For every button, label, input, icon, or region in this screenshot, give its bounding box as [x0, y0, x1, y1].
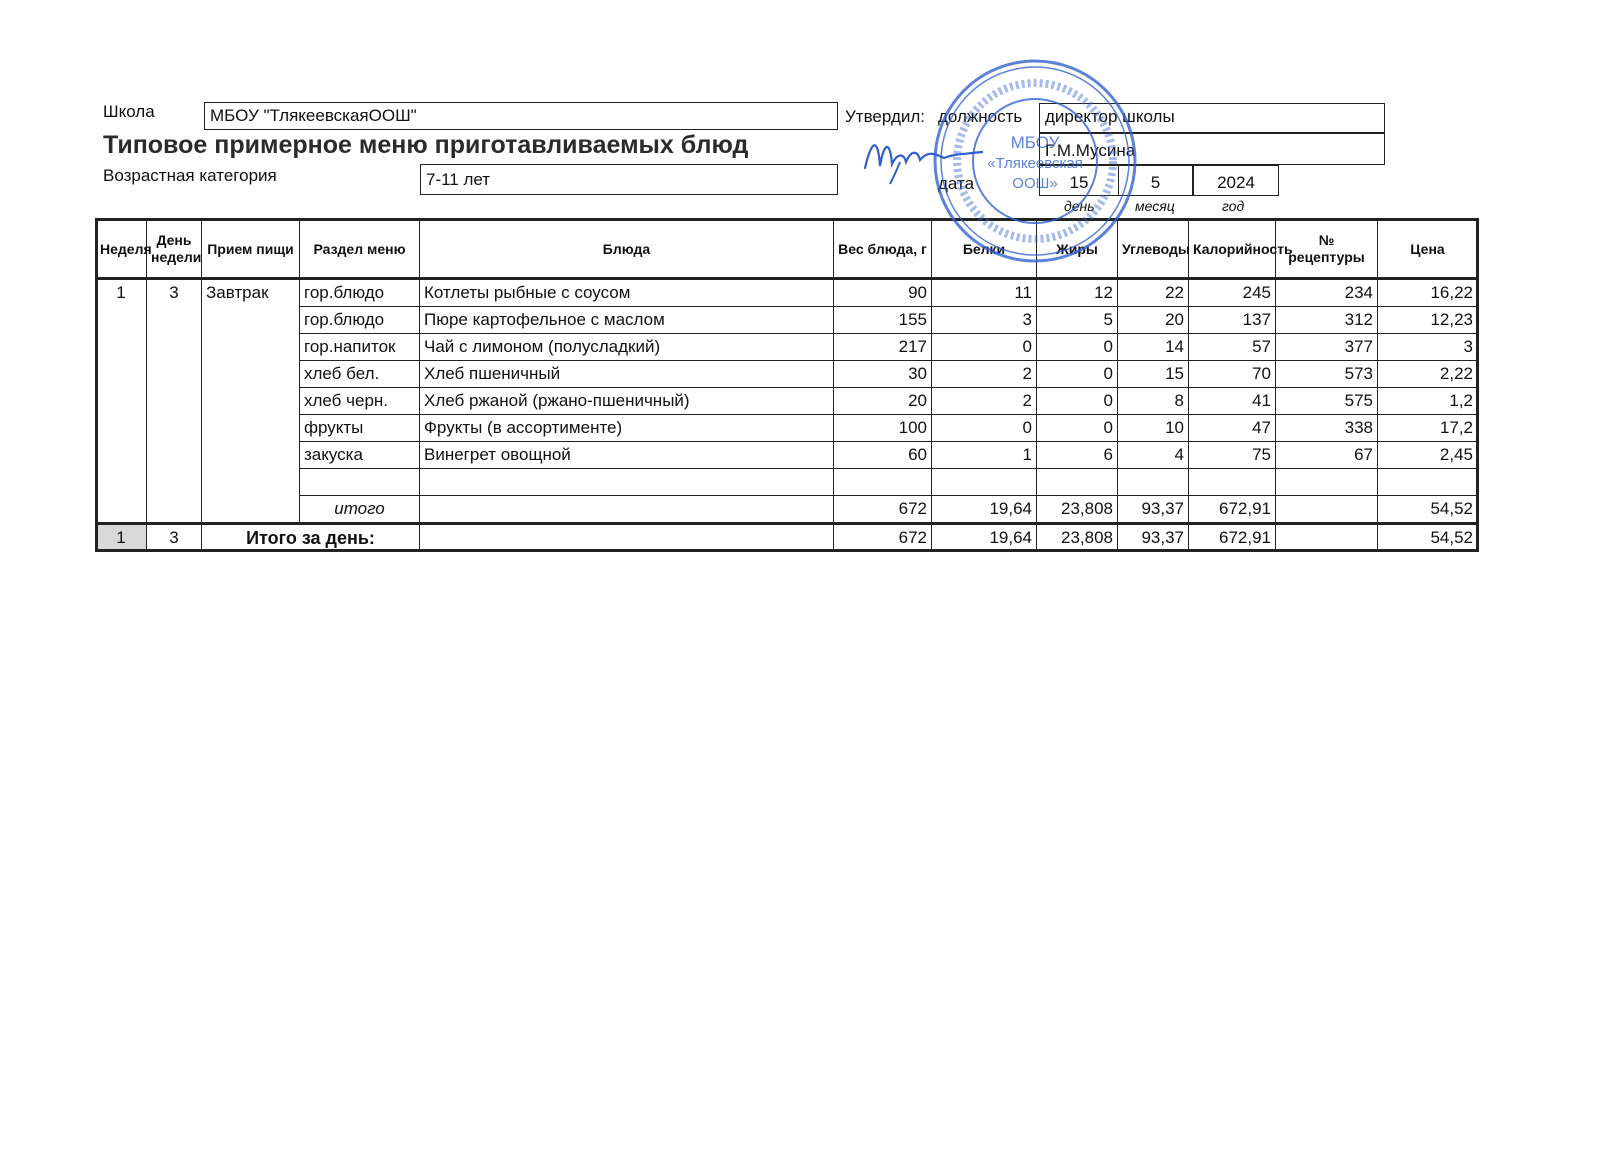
subtotal-recipe [1276, 496, 1378, 524]
dish-cell: Винегрет овощной [420, 442, 834, 469]
section-cell: гор.напиток [300, 334, 420, 361]
section-cell: закуска [300, 442, 420, 469]
subtotal-protein: 19,64 [932, 496, 1037, 524]
dish-cell: Пюре картофельное с маслом [420, 307, 834, 334]
day-total-carbs: 93,37 [1118, 524, 1189, 552]
name-field: Г.М.Мусина [1039, 133, 1385, 165]
table-row [96, 388, 1478, 415]
protein-cell: 2 [932, 361, 1037, 388]
dish-cell: Хлеб ржаной (ржано-пшеничный) [420, 388, 834, 415]
protein-cell [932, 469, 1037, 496]
col-carbs-header: Углеводы [1118, 221, 1189, 279]
price-cell: 1,2 [1378, 388, 1478, 415]
table-row [96, 361, 1478, 388]
weight-cell: 90 [834, 279, 932, 307]
kcal-cell: 75 [1189, 442, 1276, 469]
weight-cell [834, 469, 932, 496]
day-total-fat: 23,808 [1037, 524, 1118, 552]
approved-label: Утвердил: [845, 107, 926, 126]
price-cell: 12,23 [1378, 307, 1478, 334]
day-total-recipe [1276, 524, 1378, 552]
price-cell: 2,22 [1378, 361, 1478, 388]
protein-cell: 0 [932, 334, 1037, 361]
carbs-cell: 20 [1118, 307, 1189, 334]
table-row [96, 279, 1478, 307]
subtotal-dish-cell [420, 496, 834, 524]
dish-cell [420, 469, 834, 496]
school-field: МБОУ "ТлякеевскаяООШ" [204, 102, 838, 130]
weight-cell: 155 [834, 307, 932, 334]
fat-cell: 5 [1037, 307, 1118, 334]
recipe-cell: 67 [1276, 442, 1378, 469]
recipe-cell: 234 [1276, 279, 1378, 307]
table-row [96, 442, 1478, 469]
date-month-field: 5 [1119, 165, 1193, 196]
day-total-dish-cell [420, 524, 834, 552]
col-day-header: День недели [147, 221, 202, 279]
col-fat-header: Жиры [1037, 221, 1118, 279]
position-field: директор школы [1039, 103, 1385, 133]
subtotal-price: 54,52 [1378, 496, 1478, 524]
fat-cell: 0 [1037, 361, 1118, 388]
recipe-cell [1276, 469, 1378, 496]
fat-cell: 0 [1037, 415, 1118, 442]
section-cell: гор.блюдо [300, 279, 420, 307]
section-cell: фрукты [300, 415, 420, 442]
day-total-row [96, 524, 1478, 552]
subtotal-row [96, 496, 1478, 524]
protein-cell: 3 [932, 307, 1037, 334]
carbs-cell: 14 [1118, 334, 1189, 361]
col-dish-header: Блюда [420, 221, 834, 279]
date-day-field: 15 [1039, 165, 1119, 196]
protein-cell: 11 [932, 279, 1037, 307]
dish-cell: Котлеты рыбные с соусом [420, 279, 834, 307]
subtotal-label: итого [300, 496, 420, 524]
kcal-cell: 47 [1189, 415, 1276, 442]
fat-cell [1037, 469, 1118, 496]
dish-cell: Фрукты (в ассортименте) [420, 415, 834, 442]
section-cell [300, 469, 420, 496]
price-cell: 16,22 [1378, 279, 1478, 307]
kcal-cell: 70 [1189, 361, 1276, 388]
day-total-weight: 672 [834, 524, 932, 552]
weight-cell: 60 [834, 442, 932, 469]
dish-cell: Хлеб пшеничный [420, 361, 834, 388]
document-title: Типовое примерное меню приготавливаемых блюд [103, 131, 749, 159]
menu-table [95, 220, 1478, 552]
date-year-field: 2024 [1193, 165, 1279, 196]
recipe-cell: 338 [1276, 415, 1378, 442]
svg-text:МБОУ: МБОУ [1010, 133, 1060, 152]
weight-cell: 100 [834, 415, 932, 442]
fat-cell: 0 [1037, 388, 1118, 415]
carbs-cell: 8 [1118, 388, 1189, 415]
month-caption: месяц [1135, 198, 1175, 214]
recipe-cell: 312 [1276, 307, 1378, 334]
col-week-header: Неделя [96, 221, 147, 279]
day-total-protein: 19,64 [932, 524, 1037, 552]
meal-cell: Завтрак [202, 279, 300, 524]
position-label: должность [938, 107, 1023, 126]
subtotal-carbs: 93,37 [1118, 496, 1189, 524]
table-row [96, 334, 1478, 361]
col-protein-header: Белки [932, 221, 1037, 279]
carbs-cell: 22 [1118, 279, 1189, 307]
date-label: дата [938, 174, 975, 193]
col-weight-header: Вес блюда, г [834, 221, 932, 279]
col-meal-header: Прием пищи [202, 221, 300, 279]
carbs-cell [1118, 469, 1189, 496]
day-caption: день [1064, 198, 1095, 214]
dish-cell: Чай с лимоном (полусладкий) [420, 334, 834, 361]
svg-text:«Тлякеевская: «Тлякеевская [987, 155, 1083, 172]
year-caption: год [1222, 198, 1245, 214]
table-header-row [96, 221, 1478, 279]
section-cell: хлеб черн. [300, 388, 420, 415]
price-cell: 17,2 [1378, 415, 1478, 442]
kcal-cell: 57 [1189, 334, 1276, 361]
fat-cell: 12 [1037, 279, 1118, 307]
recipe-cell: 573 [1276, 361, 1378, 388]
fat-cell: 0 [1037, 334, 1118, 361]
weight-cell: 30 [834, 361, 932, 388]
table-row-empty [96, 469, 1478, 496]
weight-cell: 217 [834, 334, 932, 361]
carbs-cell: 15 [1118, 361, 1189, 388]
section-cell: хлеб бел. [300, 361, 420, 388]
section-cell: гор.блюдо [300, 307, 420, 334]
day-cell: 3 [147, 279, 202, 524]
day-total-price: 54,52 [1378, 524, 1478, 552]
age-category-field: 7-11 лет [420, 164, 838, 195]
recipe-cell: 377 [1276, 334, 1378, 361]
subtotal-kcal: 672,91 [1189, 496, 1276, 524]
kcal-cell: 137 [1189, 307, 1276, 334]
price-cell [1378, 469, 1478, 496]
protein-cell: 0 [932, 415, 1037, 442]
age-category-label: Возрастная категория [103, 166, 277, 185]
col-recipe-header: № рецептуры [1276, 221, 1378, 279]
svg-text:ООШ»: ООШ» [1012, 175, 1058, 192]
price-cell: 3 [1378, 334, 1478, 361]
kcal-cell: 245 [1189, 279, 1276, 307]
fat-cell: 6 [1037, 442, 1118, 469]
subtotal-weight: 672 [834, 496, 932, 524]
subtotal-fat: 23,808 [1037, 496, 1118, 524]
col-section-header: Раздел меню [300, 221, 420, 279]
day-total-week: 1 [96, 524, 147, 552]
carbs-cell: 10 [1118, 415, 1189, 442]
kcal-cell: 41 [1189, 388, 1276, 415]
carbs-cell: 4 [1118, 442, 1189, 469]
price-cell: 2,45 [1378, 442, 1478, 469]
col-price-header: Цена [1378, 221, 1478, 279]
school-label: Школа [103, 102, 155, 121]
protein-cell: 2 [932, 388, 1037, 415]
day-total-day: 3 [147, 524, 202, 552]
col-kcal-header: Калорийность [1189, 221, 1276, 279]
kcal-cell [1189, 469, 1276, 496]
day-total-label: Итого за день: [202, 524, 420, 552]
protein-cell: 1 [932, 442, 1037, 469]
day-total-kcal: 672,91 [1189, 524, 1276, 552]
table-row [96, 415, 1478, 442]
recipe-cell: 575 [1276, 388, 1378, 415]
week-cell: 1 [96, 279, 147, 524]
table-row [96, 307, 1478, 334]
weight-cell: 20 [834, 388, 932, 415]
